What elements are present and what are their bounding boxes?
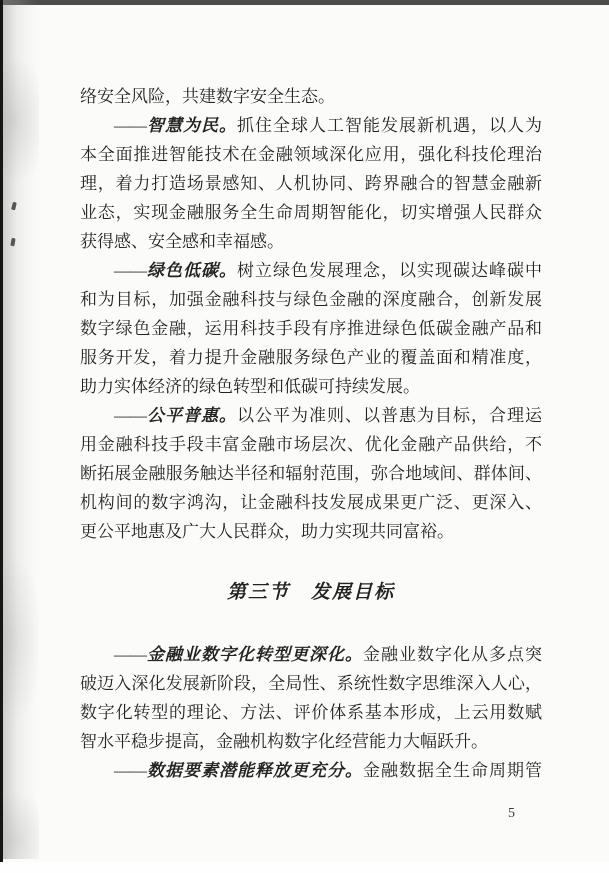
text-line (80, 140, 542, 169)
text-segment: 理，着力打造场景感知、人机协同、跨界融合的智慧金融新 (80, 174, 542, 193)
text-segment: 抓住全球人工智能发展新机遇，以人为 (237, 116, 542, 135)
text-segment: 更公平地惠及广大人民群众，助力实现共同富裕。 (80, 522, 454, 541)
text-line (80, 285, 542, 314)
page-number: 5 (508, 806, 515, 821)
text-segment: 络安全风险，共建数字安全生态。 (80, 87, 335, 106)
text-line (80, 169, 542, 198)
text-line (80, 640, 542, 669)
text-line (80, 669, 542, 698)
text-segment: 机构间的数字鸿沟，让金融科技发展成果更广泛、更深入、 (80, 493, 542, 512)
text-segment: 数字绿色金融，运用科技手段有序推进绿色低碳金融产品和 (80, 319, 542, 338)
text-line (80, 256, 542, 285)
text-line (80, 372, 542, 401)
lead-in-phrase: 数据要素潜能释放更充分。 (146, 761, 363, 780)
text-segment: 获得感、安全感和幸福感。 (80, 232, 284, 251)
text-segment: 服务开发，着力提升金融服务绿色产业的覆盖面和精准度， (80, 348, 542, 367)
text-segment: 业态，实现金融服务全生命周期智能化，切实增强人民群众 (80, 203, 542, 222)
text-segment: 本全面推进智能技术在金融领域深化应用，强化科技伦理治 (80, 145, 542, 164)
text-line (80, 401, 542, 430)
lead-in-phrase: 金融业数字化转型更深化。 (146, 645, 363, 664)
lead-in-phrase: 绿色低碳。 (146, 261, 237, 280)
text-segment: 断拓展金融服务触达半径和辐射范围，弥合地域间、群体间、 (80, 464, 542, 483)
emdash: —— (114, 406, 146, 425)
text-line (80, 459, 542, 488)
text-line (80, 698, 542, 727)
text-segment: 金融业数字化从多点突 (363, 645, 542, 664)
text-segment: 智水平稳步提高，金融机构数字化经营能力大幅跃升。 (80, 732, 488, 751)
scan-edge-bottom (0, 862, 609, 873)
text-line (80, 343, 542, 372)
text-segment: 助力实体经济的绿色转型和低碳可持续发展。 (80, 377, 420, 396)
emdash: —— (114, 645, 146, 664)
emdash: —— (114, 116, 146, 135)
text-line (80, 756, 542, 785)
text-line (80, 727, 542, 756)
text-segment: 和为目标，加强金融科技与绿色金融的深度融合，创新发展 (80, 290, 542, 309)
lead-in-phrase: 智慧为民。 (146, 116, 237, 135)
text-segment: 金融数据全生命周期管 (363, 761, 542, 780)
text-line (80, 430, 542, 459)
section-heading: 第三节 发展目标 (226, 582, 395, 603)
text-line (80, 517, 542, 546)
text-line (80, 488, 542, 517)
text-segment: 数字化转型的理论、方法、评价体系基本形成，上云用数赋 (80, 703, 542, 722)
text-line (80, 82, 542, 111)
scan-shadow-left (3, 0, 39, 859)
text-line (80, 227, 542, 256)
document-body (80, 82, 542, 785)
lead-in-phrase: 公平普惠。 (146, 406, 237, 425)
text-line (80, 111, 542, 140)
text-segment: 破迈入深化发展新阶段，全局性、系统性数字思维深入人心， (80, 674, 542, 693)
text-segment: 以公平为准则、以普惠为目标，合理运 (237, 406, 542, 425)
emdash: —— (114, 761, 146, 780)
text-line (80, 198, 542, 227)
text-line (80, 314, 542, 343)
text-segment: 树立绿色发展理念，以实现碳达峰碳中 (237, 261, 542, 280)
text-segment: 用金融科技手段丰富金融市场层次、优化金融产品供给，不 (80, 435, 542, 454)
emdash: —— (114, 261, 146, 280)
scan-edge-top (0, 0, 609, 5)
